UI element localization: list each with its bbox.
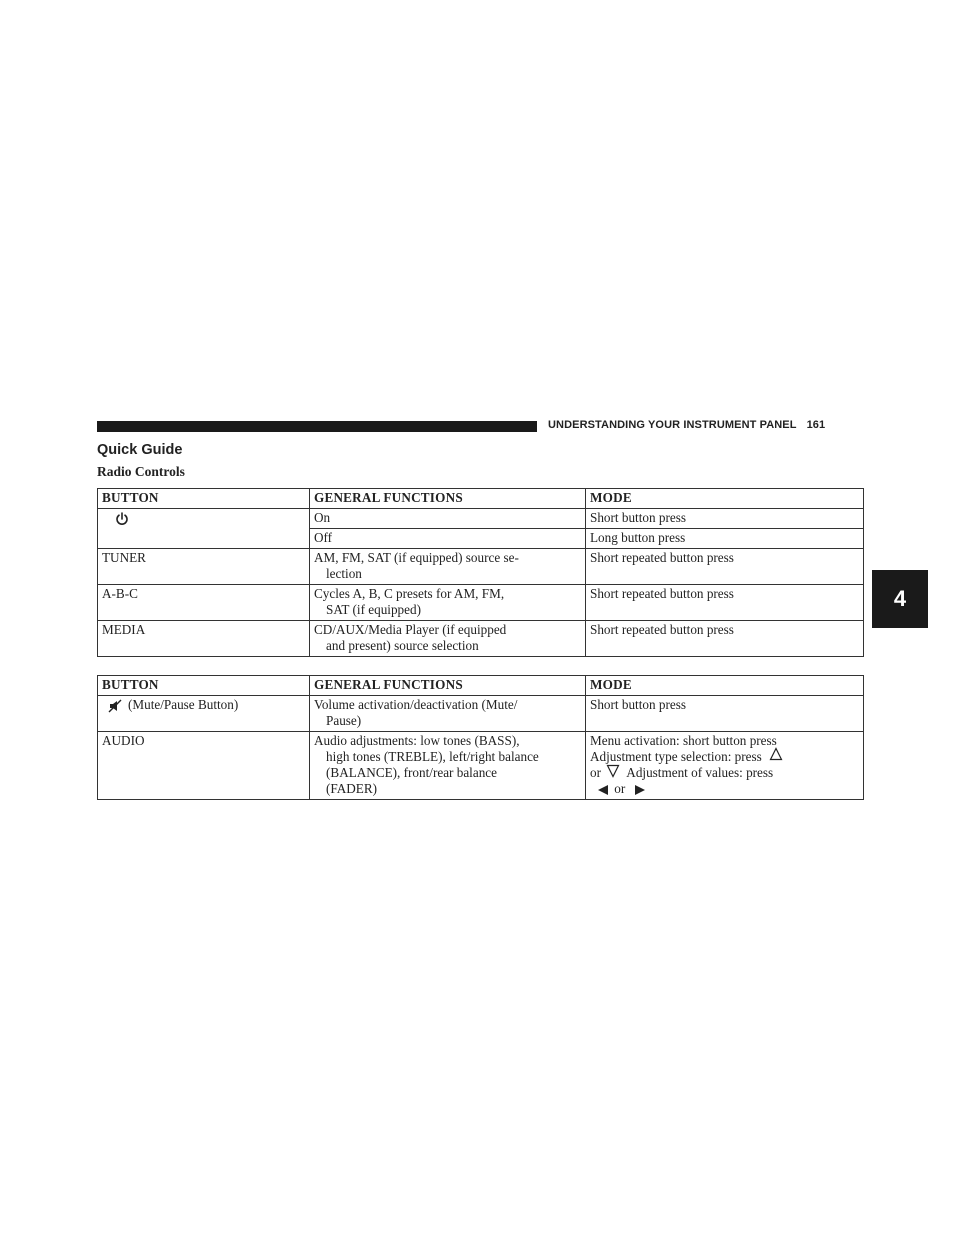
mode-cell: Short button press (586, 696, 864, 732)
table-row (98, 509, 864, 529)
column-header-functions: GENERAL FUNCTIONS (310, 489, 586, 509)
mode-or: or (590, 765, 601, 780)
arrow-left-icon (597, 784, 609, 796)
table-header-row (98, 489, 864, 509)
header-rule (97, 421, 537, 432)
function-cell (310, 621, 586, 657)
column-header-button: BUTTON (98, 489, 310, 509)
radio-controls-table-1 (97, 488, 864, 657)
mode-cell: Long button press (586, 529, 864, 549)
button-label: (Mute/Pause Button) (128, 697, 239, 712)
function-cell (310, 696, 586, 732)
column-header-button: BUTTON (98, 676, 310, 696)
function-cell: On (310, 509, 586, 529)
column-header-functions: GENERAL FUNCTIONS (310, 676, 586, 696)
radio-controls-table-2 (97, 675, 864, 800)
button-cell-mute (98, 696, 310, 732)
function-line: high tones (TREBLE), left/right balance (326, 749, 539, 764)
mode-cell: Short button press (586, 509, 864, 529)
function-line: (BALANCE), front/rear balance (326, 765, 497, 780)
button-cell: A-B-C (98, 585, 310, 621)
function-line: CD/AUX/Media Player (if equipped (314, 622, 507, 637)
table-row (98, 732, 864, 800)
power-icon (115, 512, 129, 526)
button-cell-power (98, 509, 310, 549)
function-line: Cycles A, B, C presets for AM, FM, (314, 586, 505, 601)
column-header-mode: MODE (586, 489, 864, 509)
running-header (548, 419, 863, 431)
function-cell: Off (310, 529, 586, 549)
mode-line: Adjustment of values: press (626, 765, 774, 780)
function-line: Audio adjustments: low tones (BASS), (314, 733, 520, 748)
mode-line: Menu activation: short button press (590, 733, 777, 748)
mode-or: or (614, 781, 626, 796)
chapter-tab (872, 570, 928, 628)
button-cell: MEDIA (98, 621, 310, 657)
mode-cell (586, 732, 864, 800)
function-line: and present) source selection (326, 638, 479, 653)
header-title: UNDERSTANDING YOUR INSTRUMENT PANEL (548, 419, 797, 431)
button-cell: AUDIO (98, 732, 310, 800)
mode-cell: Short repeated button press (586, 549, 864, 585)
button-cell: TUNER (98, 549, 310, 585)
mute-icon (108, 699, 122, 713)
function-cell (310, 732, 586, 800)
mode-line: Adjustment type selection: press (590, 749, 762, 764)
function-line: lection (326, 566, 362, 581)
function-line: Volume activation/deactivation (Mute/ (314, 697, 518, 712)
triangle-up-icon (769, 747, 783, 761)
subsection-title: Radio Controls (97, 464, 185, 479)
table-row (98, 696, 864, 732)
table-row (98, 549, 864, 585)
section-title: Quick Guide (97, 442, 183, 458)
arrow-right-icon (634, 784, 646, 796)
table-header-row (98, 676, 864, 696)
chapter-number: 4 (893, 586, 907, 611)
function-cell (310, 585, 586, 621)
page-number: 161 (806, 419, 826, 431)
column-header-mode: MODE (586, 676, 864, 696)
function-line: Pause) (326, 713, 362, 728)
function-line: SAT (if equipped) (326, 602, 421, 617)
function-line: AM, FM, SAT (if equipped) source se- (314, 550, 519, 565)
function-cell (310, 549, 586, 585)
mode-cell: Short repeated button press (586, 585, 864, 621)
table-row (98, 621, 864, 657)
mode-cell: Short repeated button press (586, 621, 864, 657)
function-line: (FADER) (326, 781, 378, 796)
triangle-down-icon (606, 764, 620, 778)
table-row (98, 585, 864, 621)
